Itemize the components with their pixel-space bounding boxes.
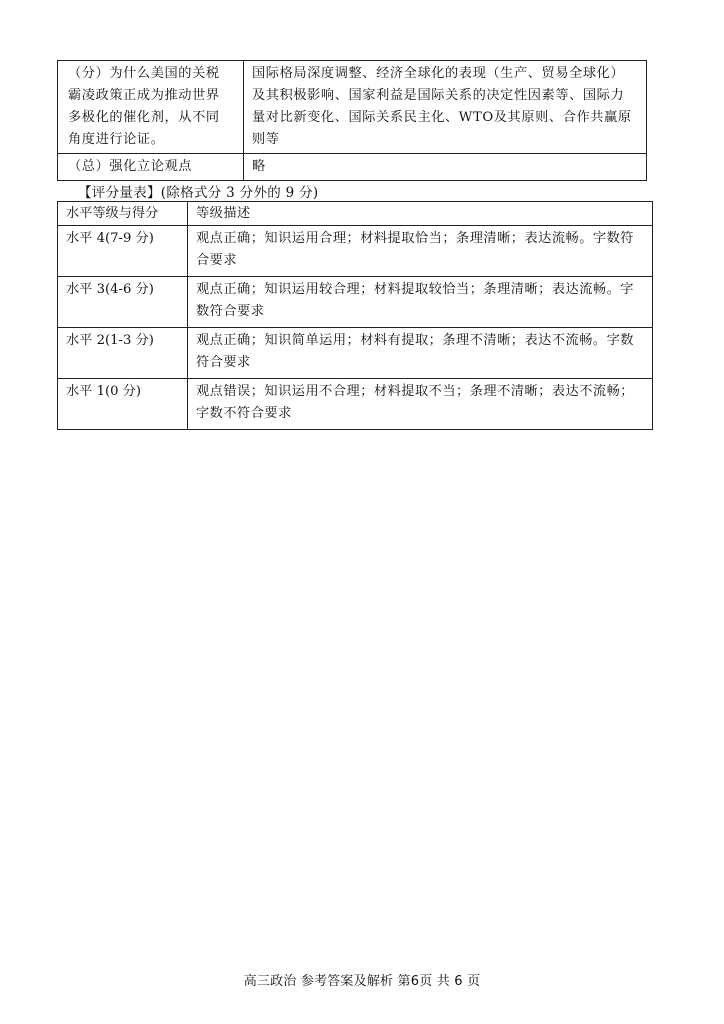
- rubric-table: [57, 201, 653, 430]
- table-row: [58, 379, 653, 430]
- question-text: （总）强化立论观点: [68, 159, 193, 174]
- table-row: [58, 226, 653, 277]
- column-header-description: 等级描述: [188, 202, 653, 226]
- question-cell: [58, 154, 244, 181]
- description-cell: 观点正确；知识简单运用；材料有提取；条理不清晰；表达不流畅。字数符合要求: [188, 328, 653, 379]
- answer-cell: [244, 154, 647, 181]
- table-row: [58, 277, 653, 328]
- question-cell: [58, 61, 244, 154]
- column-header-level: 水平等级与得分: [58, 202, 188, 226]
- description-cell: 观点正确；知识运用较合理；材料提取较恰当；条理清晰；表达流畅。字数符合要求: [188, 277, 653, 328]
- table-header-row: [58, 202, 653, 226]
- question-text: （分）为什么美国的关税霸凌政策正成为推动世界多极化的催化剂，从不同角度进行论证。: [68, 66, 220, 147]
- page-footer: 高三政治 参考答案及解析 第6页 共 6 页: [243, 974, 481, 989]
- description-cell: 观点错误；知识运用不合理；材料提取不当；条理不清晰；表达不流畅；字数不符合要求: [188, 379, 653, 430]
- description-cell: 观点正确；知识运用合理；材料提取恰当；条理清晰；表达流畅。字数符合要求: [188, 226, 653, 277]
- level-cell: 水平 3(4-6 分): [58, 277, 188, 328]
- table-row: [58, 61, 647, 154]
- answer-text: 国际格局深度调整、经济全球化的表现（生产、贸易全球化）及其积极影响、国家利益是国际关系的决定性因素等、国际力量对比新变化、国际关系民主化、WTO及其原则、合作共赢原则等: [252, 66, 632, 147]
- answer-cell: [244, 61, 647, 154]
- level-cell: 水平 2(1-3 分): [58, 328, 188, 379]
- level-cell: 水平 4(7-9 分): [58, 226, 188, 277]
- level-cell: 水平 1(0 分): [58, 379, 188, 430]
- table-row: [58, 328, 653, 379]
- rubric-heading: 【评分量表】(除格式分 3 分外的 9 分): [78, 185, 319, 201]
- answer-text: 略: [252, 159, 266, 174]
- table-row: [58, 154, 647, 181]
- answer-table: [57, 60, 647, 181]
